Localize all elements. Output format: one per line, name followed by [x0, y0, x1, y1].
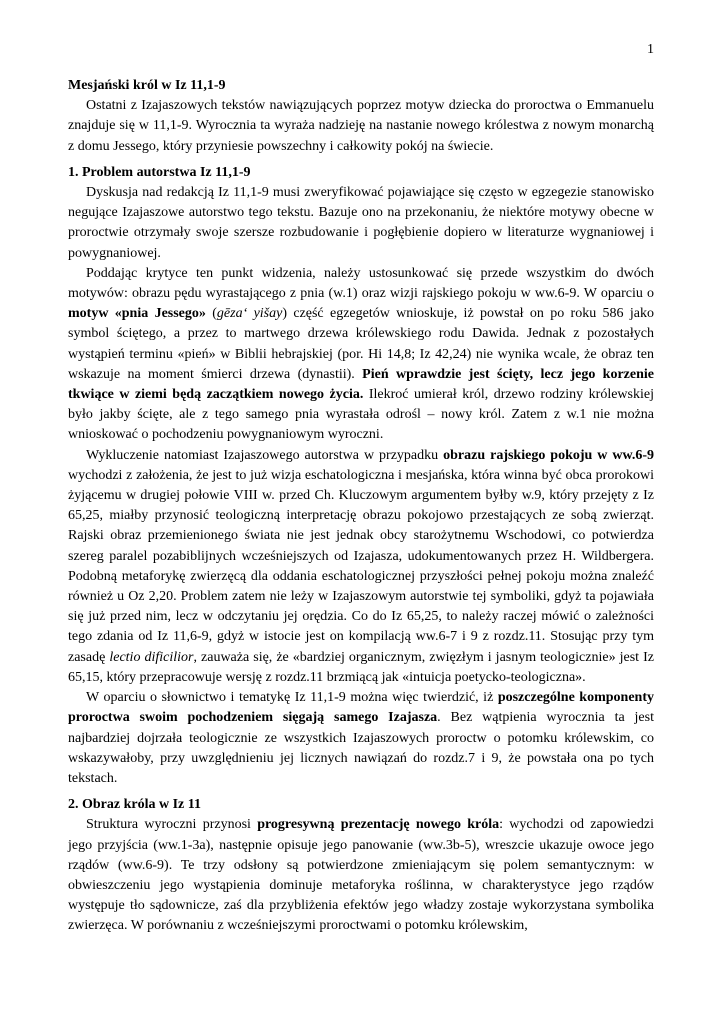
bold-text: progresywną prezentację nowego króla [257, 817, 500, 833]
italic-text: gēza‘ yišay [216, 306, 283, 322]
body-paragraph [68, 183, 654, 264]
sections [68, 163, 654, 937]
text-run: Wykluczenie natomiast Izajaszowego autorstwa w przypadku [86, 447, 444, 463]
text-run: Ilekroć umierał król, drzewo rodziny królewskiej było jakby ścięte, ale z tego samego pnia wyrastała odrośl – nowy król. Zatem z w.1 nie można wnioskować o pochodzeniu powygnaniowym wyroczni. [68, 387, 654, 443]
intro-paragraph [68, 96, 654, 157]
text-run: . Bez wątpienia wyrocznia ta jest najbardziej dojrzała teologicznie ze wszystkich Izajaszowych proroctw o potomku królewskim, co wskazywałoby, przy uwzględnieniu jej licznych nawiązań do rozdz.7 i 9, że powstała ona po tych tekstach. [68, 710, 654, 786]
bold-text: poszczególne komponenty proroctwa swoim pochodzeniem sięgają samego Izajasza [68, 690, 654, 726]
italic-text: lectio dificilior [109, 649, 194, 665]
body-paragraph [68, 688, 654, 789]
text-run: : wychodzi od zapowiedzi jego przyjścia (ww.1-3a), następnie opisuje jego panowanie (ww.3b-5), wreszcie ukazuje owoce jego rządów (ww.6-9). Te trzy odsłony są potwierdzone zmieniającym się polem semantycznym: w obwieszczeniu jego wystąpienia dominuje metaforyka roślinna, w charakterystyce jego rządów występuje tło sądownicze, zaś dla przybliżenia efektów jego władzy zostaje wykorzystana symbolika zwierzęca. W porównaniu z wcześniejszymi proroctwami o potomku królewskim, [68, 817, 654, 934]
page-number: 1 [647, 42, 654, 57]
bold-text: obrazu rajskiego pokoju w ww.6-9 [443, 447, 654, 463]
document-title: Mesjański król w Iz 11,1-9 [68, 78, 226, 93]
body-paragraph [68, 815, 654, 936]
text-run: ( [205, 306, 217, 322]
text-run: Poddając krytyce ten punkt widzenia, należy ustosunkować się przede wszystkim do dwóch motywów: obrazu pędu wyrastającego z pnia (w.1) oraz wizji rajskiego pokoju w ww.6-9. W oparciu o [68, 265, 654, 302]
section-heading: 2. Obraz króla w Iz 11 [68, 797, 201, 813]
text-run: wychodzi z założenia, że jest to już wizja eschatologiczna i mesjańska, która winna być obca prorokowi żyjącemu w drugiej połowie VIII w. przed Ch. Kluczowym argumentem byłby w.9, który przejęty z Iz 65,25, miałby przynosić teologiczną interpretację obrazu pokojowo przestających ze sobą zwierząt. Rajski obraz przemienionego świata nie jest jednak obcy starożytnemu Wschodowi, co potwierdza szereg paralel pozabiblijnych wcześniejszych od Izajasza, udokumentowanych przez H. Wildbergera. Podobną metaforykę zwierzęcą dla oddania eschatologicznej przyszłości pełnej pokoju można znaleźć również u Oz 2,20. Problem zatem nie leży w Izajaszowym autorstwie tej symboliki, gdyż ta pojawiała się już przed nim, lecz w odczytaniu jej orędzia. Co do Iz 65,25, to należy raczej mówić o zależności tego zdania od Iz 11,6-9, gdyż w istocie jest on kompilacją ww.6-7 i 9 z rozdz.11. Stosując przy tym zasadę [68, 467, 654, 665]
text-run: , zauważa się, że «bardziej organicznym, zwięzłym i jasnym teologicznie» jest Iz 65,15, który przepracowuje wersję z rozdz.11 brzmiącą jak «intuicja poetycko-teologiczna». [68, 649, 654, 685]
text-run: ) część egzegetów wnioskuje, iż powstał on po roku 586 jako symbol ściętego, a przez to martwego drzewa królewskiego rodu Dawida. Jednak z pozostałych wystąpień terminu «pień» w Biblii hebrajskiej (por. Hi 14,8; Iz 42,24) nie wynika wcale, że obraz ten wskazuje na moment śmierci drzewa (dynastii). [68, 306, 654, 382]
body-paragraph [68, 446, 654, 688]
section-heading: 1. Problem autorstwa Iz 11,1-9 [68, 164, 251, 180]
text-run: Ostatni z Izajaszowych tekstów nawiązujących poprzez motyw dziecka do proroctwa o Emmanuelu znajduje się w 11,1-9. Wyrocznia ta wyraża nadzieję na nastanie nowego królestwa z nowym monarchą z domu Jessego, który przyniesie powszechny i całkowity pokój na świecie. [68, 98, 654, 154]
text-run: Dyskusja nad redakcją Iz 11,1-9 musi zweryfikować pojawiające się często w egzegezie stanowisko negujące Izajaszowe autorstwo tego tekstu. Bazuje ono na przekonaniu, że niektóre motywy obecne w proroctwie otrzymały swoje szersze rozbudowanie i pogłębienie dopiero w literaturze wygnaniowej i powygnaniowej. [68, 185, 654, 261]
text-run: Struktura wyroczni przynosi [86, 817, 258, 833]
text-run: W oparciu o słownictwo i tematykę Iz 11,1-9 można więc twierdzić, iż [86, 690, 498, 706]
bold-text: motyw «pnia Jessego» [68, 306, 206, 322]
intro-paragraphs [68, 96, 654, 157]
bold-text: Pień wprawdzie jest ścięty, lecz jego korzenie tkwiące w ziemi będą zaczątkiem nowego życia. [68, 366, 654, 403]
document-body [68, 76, 654, 937]
body-paragraph [68, 264, 654, 446]
